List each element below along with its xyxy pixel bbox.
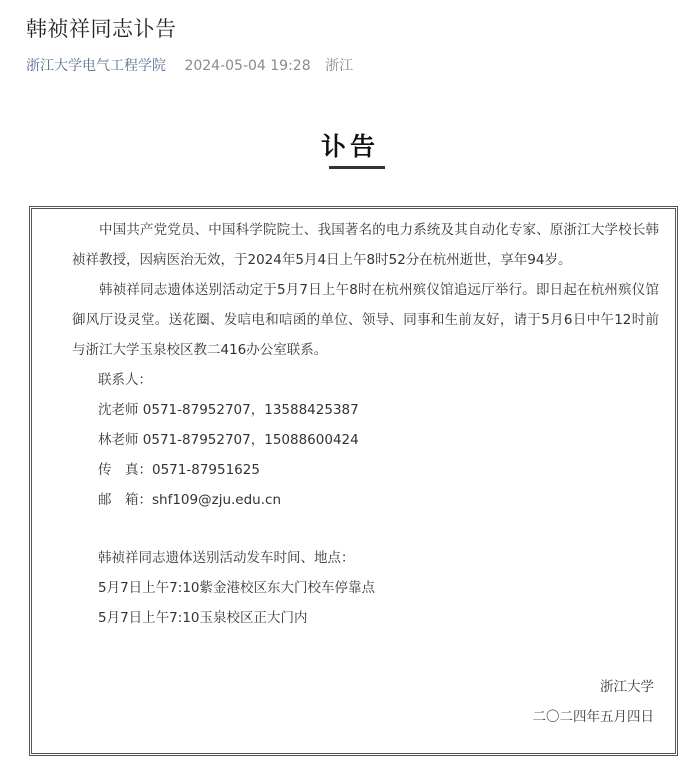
bus-schedule-1: 5月7日上午7:10紫金港校区东大门校车停靠点 [98, 580, 375, 596]
notice-heading-wrap [0, 127, 700, 163]
notice-paragraph-2: 韩祯祥同志遗体送别活动定于5月7日上午8时在杭州殡仪馆追远厅举行。即日起在杭州殡仪馆御风厅设灵堂。送花圈、发唁电和唁函的单位、领导、同事和生前友好，请于5月6日中午12时前与浙江大学玉泉校区教二416办公室联系。 [72, 282, 659, 358]
signature-organization: 浙江大学 [600, 679, 654, 695]
publish-datetime: 2024-05-04 19:28 [184, 58, 311, 74]
account-name-link[interactable]: 浙江大学电气工程学院 [26, 58, 166, 74]
notice-heading: 讣告 [320, 132, 379, 161]
contacts-label: 联系人： [98, 372, 152, 388]
signature-date: 二〇二四年五月四日 [532, 709, 654, 725]
notice-paragraph-1: 中国共产党党员、中国科学院院士、我国著名的电力系统及其自动化专家、原浙江大学校长韩祯祥教授，因病医治无效，于2024年5月4日上午8时52分在杭州逝世，享年94岁。 [72, 222, 659, 268]
article-meta [26, 55, 353, 75]
publish-location: 浙江 [325, 58, 354, 74]
article-title: 韩祯祥同志讣告 [26, 17, 177, 41]
bus-schedule-title: 韩祯祥同志遗体送别活动发车时间、地点： [98, 550, 355, 566]
notice-box [29, 206, 678, 756]
heading-underline [329, 166, 385, 169]
spacer [72, 515, 659, 543]
bus-schedule-2: 5月7日上午7:10玉泉校区正大门内 [98, 610, 308, 626]
contact-email: 邮 箱：shf109@zju.edu.cn [98, 492, 281, 508]
contact-fax: 传 真：0571-87951625 [98, 462, 260, 478]
notice-body [72, 215, 659, 633]
contact-shen: 沈老师 0571-87952707，13588425387 [98, 402, 359, 418]
contact-lin: 林老师 0571-87952707，15088600424 [98, 432, 359, 448]
